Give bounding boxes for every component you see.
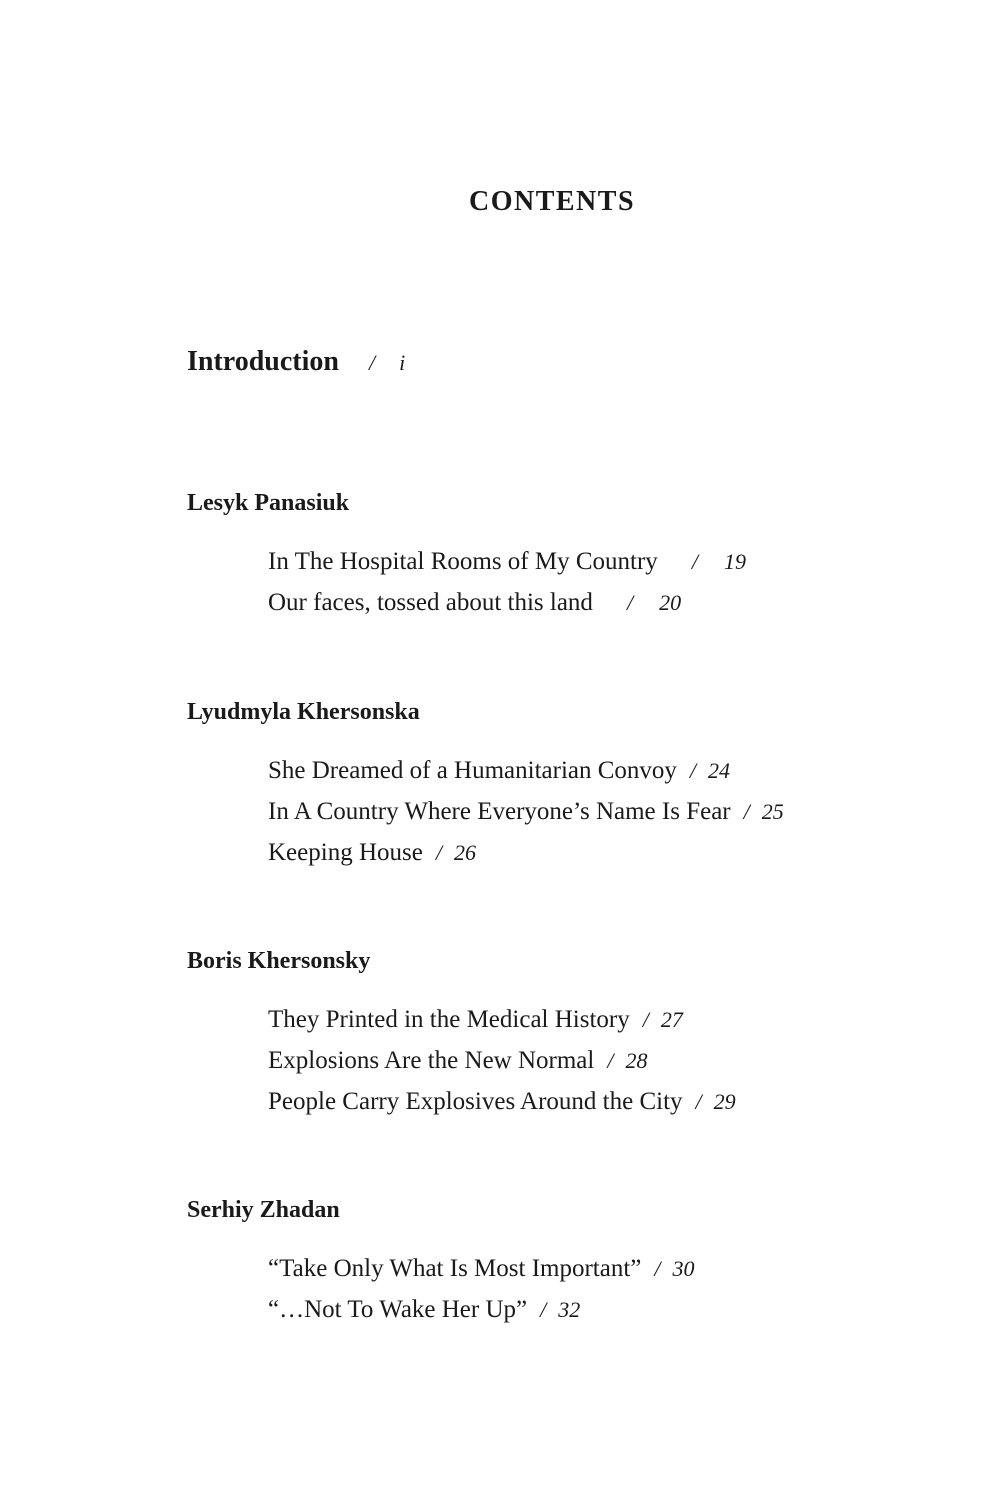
entry-title: In A Country Where Everyone’s Name Is Fear (268, 798, 731, 825)
separator: / (743, 799, 750, 824)
separator: / (540, 1297, 547, 1322)
page-number: 26 (453, 840, 476, 865)
entry-title: Keeping House (268, 839, 423, 866)
toc-entry (268, 838, 784, 879)
separator: / (642, 1007, 649, 1032)
section-lyudmyla-khersonska (187, 697, 784, 879)
separator: / (626, 590, 634, 615)
introduction-entry (187, 346, 405, 378)
toc-entry (268, 588, 746, 629)
page-number: 25 (761, 799, 784, 824)
page-number: 32 (558, 1297, 581, 1322)
separator: / (695, 1089, 702, 1114)
toc-entry (268, 1005, 736, 1046)
separator: / (368, 350, 376, 375)
toc-entry (268, 547, 746, 588)
toc-entry (268, 1254, 695, 1295)
page-number: 30 (672, 1256, 695, 1281)
page-title: CONTENTS (468, 186, 636, 217)
entry-title: Our faces, tossed about this land (268, 589, 593, 616)
page-number: 24 (708, 758, 731, 783)
page-number: 20 (659, 590, 682, 615)
entry-title: “…Not To Wake Her Up” (268, 1296, 528, 1323)
toc-entry (268, 1295, 695, 1336)
author-name: Boris Khersonsky (187, 948, 371, 974)
author-name: Lyudmyla Khersonska (187, 699, 420, 725)
section-lesyk-panasiuk (187, 488, 746, 629)
page-number: 27 (660, 1007, 683, 1032)
entry-title: They Printed in the Medical History (268, 1006, 630, 1033)
section-serhiy-zhadan (187, 1195, 695, 1336)
page-number: 28 (625, 1048, 648, 1073)
entry-title: She Dreamed of a Humanitarian Convoy (268, 757, 677, 784)
toc-entry (268, 797, 784, 838)
entry-title: “Take Only What Is Most Important” (268, 1255, 642, 1282)
author-name: Lesyk Panasiuk (187, 490, 350, 516)
entry-title: Explosions Are the New Normal (268, 1047, 595, 1074)
entry-list (187, 1254, 695, 1336)
separator: / (654, 1256, 661, 1281)
page-number: 29 (713, 1089, 736, 1114)
entry-list (187, 756, 784, 879)
separator: / (689, 758, 697, 783)
introduction-label: Introduction (187, 346, 339, 377)
entry-list (187, 547, 746, 629)
entry-title: People Carry Explosives Around the City (268, 1088, 683, 1115)
page-number: i (399, 350, 406, 375)
entry-title: In The Hospital Rooms of My Country (268, 548, 658, 575)
toc-entry (268, 756, 784, 797)
separator: / (435, 840, 442, 865)
toc-entry (268, 1046, 736, 1087)
separator: / (607, 1048, 614, 1073)
page-number: 19 (723, 549, 746, 574)
author-name: Serhiy Zhadan (187, 1197, 340, 1223)
entry-list (187, 1005, 736, 1128)
toc-entry (268, 1087, 736, 1128)
section-boris-khersonsky (187, 946, 736, 1128)
separator: / (691, 549, 698, 574)
